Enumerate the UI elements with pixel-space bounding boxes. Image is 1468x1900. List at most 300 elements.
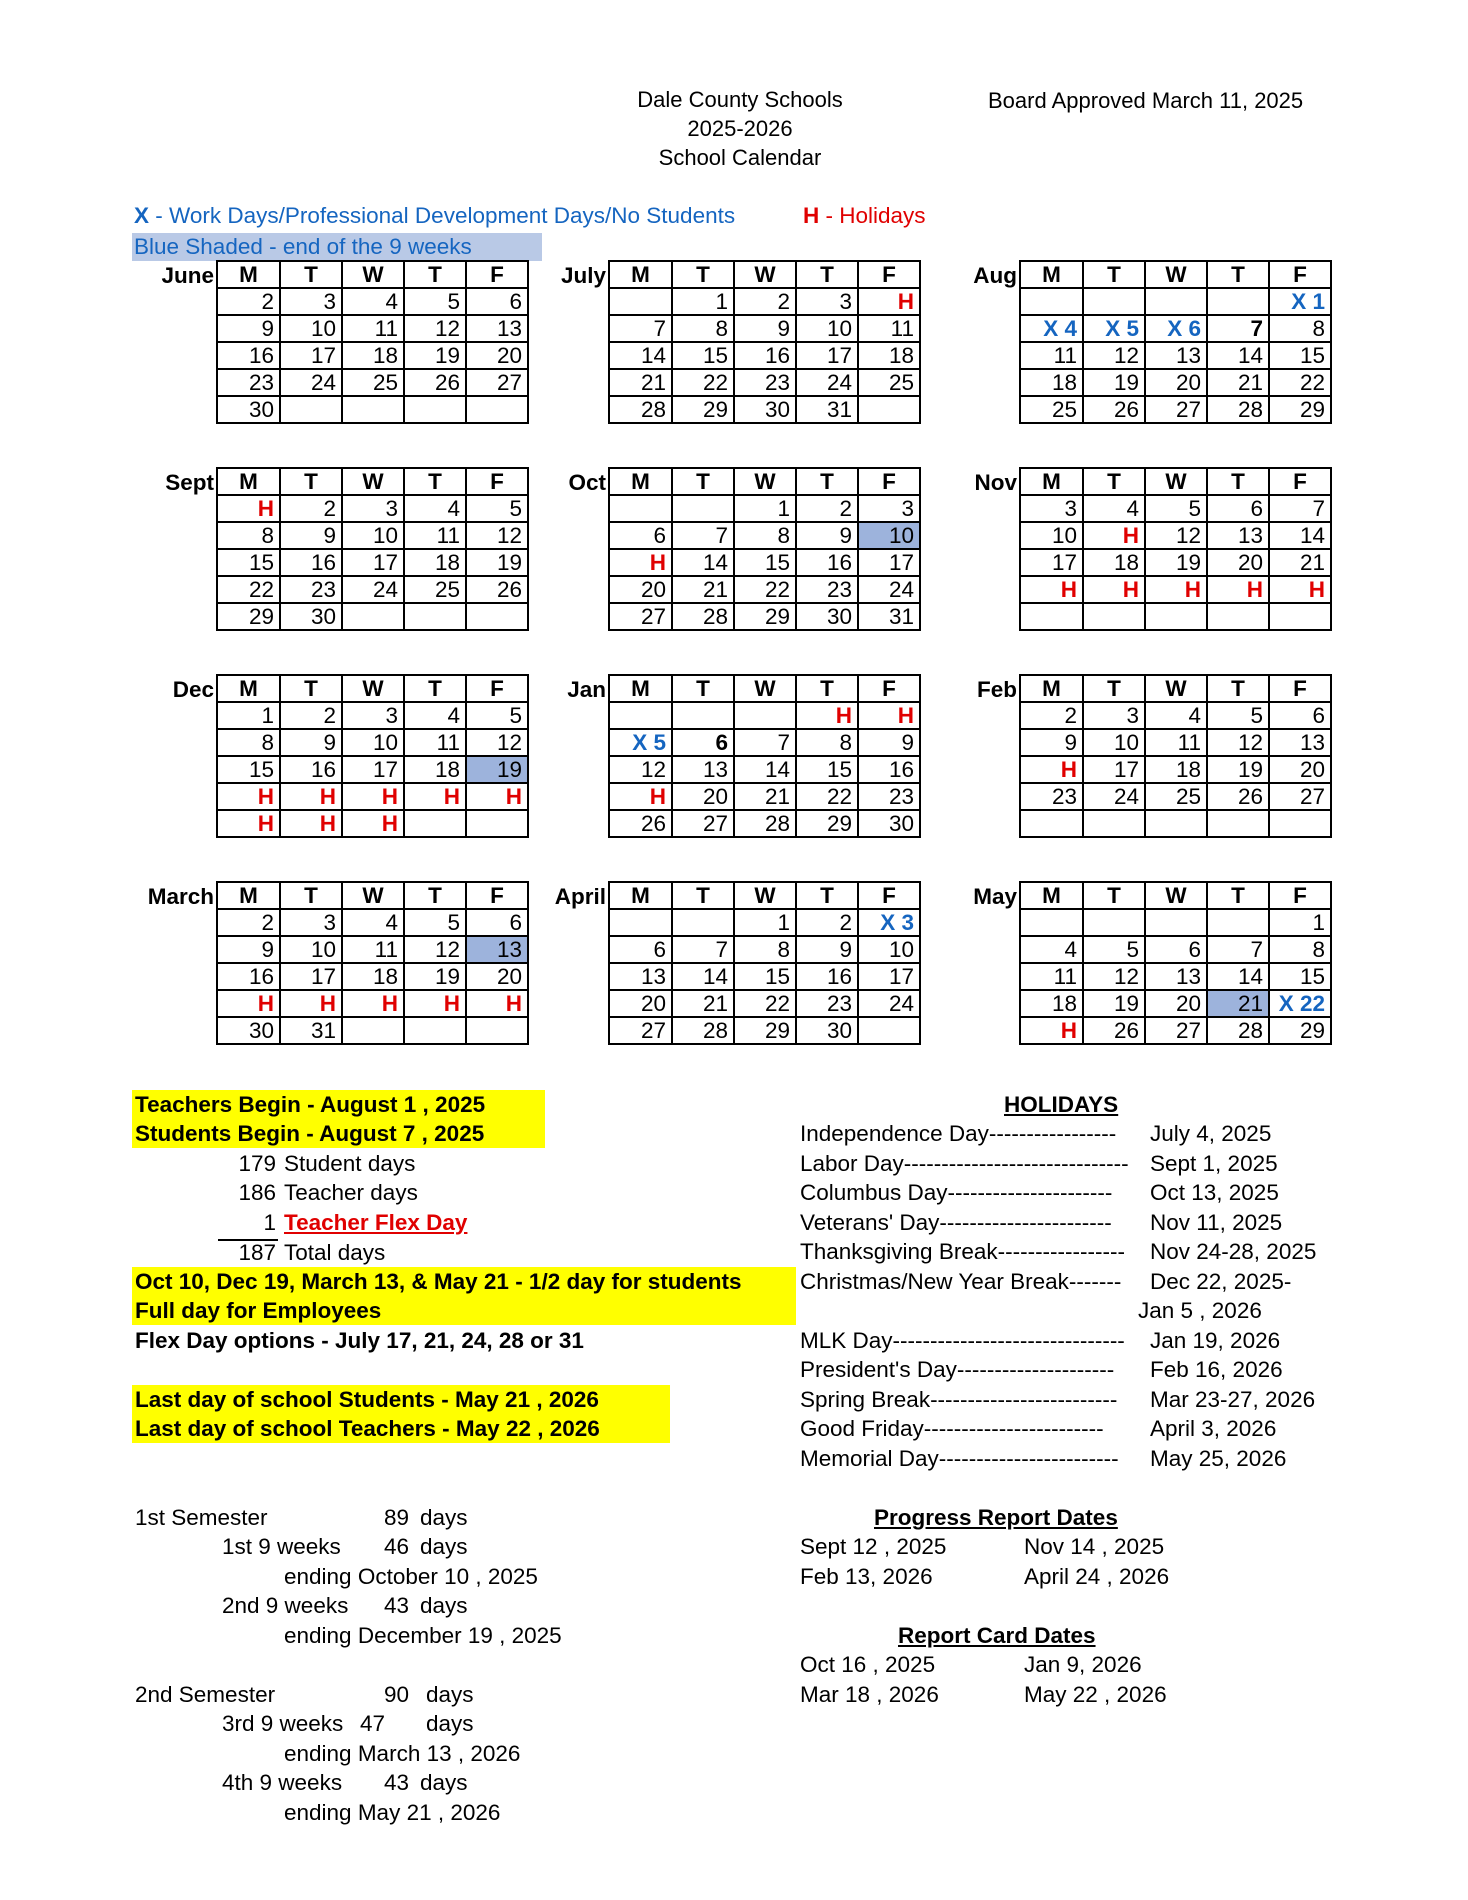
day-header: T	[1083, 675, 1145, 702]
day-cell: 21	[734, 783, 796, 810]
day-cell	[404, 603, 466, 630]
holiday-name: Labor Day------------------------------	[800, 1151, 1129, 1176]
day-header: T	[1207, 261, 1269, 288]
day-cell: H	[280, 990, 342, 1017]
day-cell: 27	[672, 810, 734, 837]
day-cell: H	[280, 783, 342, 810]
legend-h-key: H	[803, 203, 820, 228]
day-cell: 20	[1269, 756, 1331, 783]
day-cell: 8	[217, 729, 280, 756]
day-cell: 12	[466, 522, 528, 549]
day-cell: 9	[280, 522, 342, 549]
semester-1-days: 89	[384, 1505, 410, 1530]
day-cell	[1083, 603, 1145, 630]
nine-weeks-3-unit: days	[426, 1711, 474, 1736]
day-cell: 4	[342, 909, 404, 936]
day-cell: 14	[734, 756, 796, 783]
day-cell: 18	[342, 342, 404, 369]
day-cell: H	[1020, 1017, 1083, 1044]
holiday-date: Mar 23-27, 2026	[1150, 1387, 1316, 1412]
day-cell: 9	[796, 522, 858, 549]
day-cell: 31	[280, 1017, 342, 1044]
month-name: Sept	[165, 470, 214, 495]
day-cell: 14	[1269, 522, 1331, 549]
holiday-date: Nov 24-28, 2025	[1150, 1239, 1317, 1264]
day-cell	[404, 396, 466, 423]
day-cell: 14	[1207, 342, 1269, 369]
day-cell: 13	[466, 315, 528, 342]
legend-x-key: X	[134, 203, 150, 228]
day-cell	[466, 603, 528, 630]
holiday-name: MLK Day-------------------------------	[800, 1328, 1125, 1353]
day-cell: 10	[342, 522, 404, 549]
day-cell: 24	[342, 576, 404, 603]
day-cell: 23	[734, 369, 796, 396]
day-cell: H	[1145, 576, 1207, 603]
day-cell: 29	[1269, 396, 1331, 423]
day-cell: 16	[280, 756, 342, 783]
day-header: W	[1145, 675, 1207, 702]
day-header: T	[796, 675, 858, 702]
day-cell: 29	[796, 810, 858, 837]
day-header: T	[796, 468, 858, 495]
day-cell: 8	[734, 522, 796, 549]
day-cell: 19	[1207, 756, 1269, 783]
legend-h-text: - Holidays	[819, 203, 926, 228]
holiday-date: Nov 11, 2025	[1150, 1210, 1283, 1235]
nine-weeks-4-days: 43	[384, 1770, 410, 1795]
day-cell: 7	[1207, 315, 1269, 342]
semester-1-unit: days	[420, 1505, 468, 1530]
day-cell	[1083, 288, 1145, 315]
day-cell	[672, 909, 734, 936]
month-calendar	[216, 674, 529, 838]
day-cell: 29	[672, 396, 734, 423]
day-cell: 9	[217, 936, 280, 963]
day-cell: X 1	[1269, 288, 1331, 315]
day-cell: 5	[1207, 702, 1269, 729]
month-name: Nov	[974, 470, 1017, 495]
day-cell: 8	[1269, 936, 1331, 963]
day-cell	[280, 396, 342, 423]
day-cell: 24	[796, 369, 858, 396]
month-calendar	[216, 467, 529, 631]
day-cell	[466, 396, 528, 423]
day-cell: H	[858, 288, 920, 315]
day-cell: 4	[404, 495, 466, 522]
report-card-date: Oct 16 , 2025	[800, 1652, 936, 1677]
month-name: Dec	[172, 677, 214, 702]
day-cell: 22	[217, 576, 280, 603]
day-cell: 3	[796, 288, 858, 315]
day-cell: 12	[1083, 342, 1145, 369]
day-cell: 16	[796, 549, 858, 576]
day-cell: 18	[1020, 990, 1083, 1017]
day-header: T	[1207, 882, 1269, 909]
nine-weeks-1-label: 1st 9 weeks	[222, 1534, 341, 1559]
students-begin: Students Begin - August 7 , 2025	[132, 1119, 545, 1148]
day-cell: 3	[858, 495, 920, 522]
day-cell: 2	[280, 702, 342, 729]
day-cell: 10	[1020, 522, 1083, 549]
day-header: W	[1145, 468, 1207, 495]
day-cell: 20	[1207, 549, 1269, 576]
day-cell: 6	[466, 909, 528, 936]
day-header: T	[672, 675, 734, 702]
month-calendar	[1019, 881, 1332, 1045]
day-cell: 11	[858, 315, 920, 342]
day-header: T	[1207, 675, 1269, 702]
day-cell: 18	[1020, 369, 1083, 396]
day-cell: 9	[734, 315, 796, 342]
title-line-district: Dale County Schools	[637, 87, 843, 112]
day-cell: 14	[1207, 963, 1269, 990]
day-cell: H	[217, 810, 280, 837]
day-cell	[404, 1017, 466, 1044]
board-approved: Board Approved March 11, 2025	[988, 88, 1304, 113]
day-cell: 7	[609, 315, 672, 342]
holiday-name: President's Day---------------------	[800, 1357, 1115, 1382]
day-cell: 1	[672, 288, 734, 315]
day-cell: 23	[280, 576, 342, 603]
day-cell	[858, 1017, 920, 1044]
day-cell: 27	[466, 369, 528, 396]
title-line-year: 2025-2026	[687, 116, 793, 141]
day-header: F	[466, 882, 528, 909]
day-cell: 22	[1269, 369, 1331, 396]
day-cell	[1207, 603, 1269, 630]
day-cell: 15	[217, 549, 280, 576]
day-cell: 16	[217, 963, 280, 990]
day-cell: X 6	[1145, 315, 1207, 342]
holiday-name: Good Friday------------------------	[800, 1416, 1104, 1441]
day-cell: 14	[672, 549, 734, 576]
day-cell: 25	[1145, 783, 1207, 810]
day-cell: 16	[734, 342, 796, 369]
day-cell: H	[1269, 576, 1331, 603]
month-calendar	[608, 881, 921, 1045]
day-cell: 29	[734, 1017, 796, 1044]
day-header: T	[1207, 468, 1269, 495]
day-cell: 13	[1207, 522, 1269, 549]
day-cell: 23	[858, 783, 920, 810]
day-cell: 2	[217, 909, 280, 936]
day-cell: 23	[796, 990, 858, 1017]
half-day-note: Oct 10, Dec 19, March 13, & May 21 - 1/2 day for students	[132, 1267, 796, 1296]
day-cell: 11	[1145, 729, 1207, 756]
nine-weeks-3-days: 47	[360, 1711, 386, 1736]
day-cell: 12	[1207, 729, 1269, 756]
day-cell: 31	[796, 396, 858, 423]
day-header: M	[1020, 468, 1083, 495]
day-cell: 8	[217, 522, 280, 549]
day-header: W	[1145, 261, 1207, 288]
day-cell: H	[796, 702, 858, 729]
day-cell: H	[217, 990, 280, 1017]
day-cell: 6	[609, 936, 672, 963]
day-cell: 5	[1145, 495, 1207, 522]
day-cell: 23	[796, 576, 858, 603]
total-days-label: Total days	[284, 1240, 386, 1265]
holiday-name: Veterans' Day-----------------------	[800, 1210, 1112, 1235]
day-cell: 27	[1145, 396, 1207, 423]
day-cell: 19	[404, 342, 466, 369]
day-cell: 10	[280, 315, 342, 342]
day-header: F	[466, 468, 528, 495]
report-card-date: Jan 9, 2026	[1024, 1652, 1142, 1677]
day-header: F	[1269, 468, 1331, 495]
nine-weeks-4-label: 4th 9 weeks	[222, 1770, 343, 1795]
day-cell: 6	[672, 729, 734, 756]
day-cell: 10	[858, 522, 920, 549]
day-header: M	[609, 882, 672, 909]
day-cell: 24	[280, 369, 342, 396]
holiday-date: Sept 1, 2025	[1150, 1151, 1278, 1176]
nine-weeks-2-label: 2nd 9 weeks	[222, 1593, 349, 1618]
day-cell	[466, 810, 528, 837]
holiday-name: Christmas/New Year Break-------	[800, 1269, 1122, 1294]
day-cell: 6	[1145, 936, 1207, 963]
semester-1-label: 1st Semester	[135, 1505, 268, 1530]
semester-2-unit: days	[426, 1682, 474, 1707]
day-cell: 3	[1083, 702, 1145, 729]
day-cell: 7	[1207, 936, 1269, 963]
day-cell: 4	[1083, 495, 1145, 522]
day-cell: 25	[1020, 396, 1083, 423]
day-cell: 8	[734, 936, 796, 963]
progress-date: Feb 13, 2026	[800, 1564, 933, 1589]
day-cell: 1	[734, 909, 796, 936]
day-cell: 11	[1020, 963, 1083, 990]
day-cell: 13	[609, 963, 672, 990]
day-cell: 9	[280, 729, 342, 756]
day-cell: 10	[280, 936, 342, 963]
title-line-calendar: School Calendar	[658, 145, 822, 170]
day-cell: 16	[280, 549, 342, 576]
day-cell: 9	[796, 936, 858, 963]
day-header: M	[217, 468, 280, 495]
nine-weeks-1-end: ending October 10 , 2025	[284, 1564, 538, 1589]
day-cell: H	[404, 783, 466, 810]
holiday-name: Independence Day-----------------	[800, 1121, 1117, 1146]
holiday-date: Oct 13, 2025	[1150, 1180, 1279, 1205]
month-name: Aug	[973, 263, 1017, 288]
day-cell: 2	[796, 495, 858, 522]
day-cell: 28	[672, 603, 734, 630]
holiday-date: Jan 5 , 2026	[1138, 1298, 1262, 1323]
day-header: T	[1083, 882, 1145, 909]
day-cell: H	[1020, 576, 1083, 603]
school-title	[600, 85, 880, 172]
day-cell: 12	[609, 756, 672, 783]
month-name: March	[147, 884, 214, 909]
month-calendar	[216, 881, 529, 1045]
day-cell: 26	[404, 369, 466, 396]
day-cell: 3	[1020, 495, 1083, 522]
day-header: F	[1269, 675, 1331, 702]
legend-x-text: - Work Days/Professional Development Days/No Students	[149, 203, 736, 228]
day-cell: 6	[1269, 702, 1331, 729]
day-cell: 25	[404, 576, 466, 603]
holiday-date: Feb 16, 2026	[1150, 1357, 1283, 1382]
day-cell: 26	[609, 810, 672, 837]
day-cell: 30	[796, 1017, 858, 1044]
day-cell: 30	[217, 1017, 280, 1044]
holiday-name: Spring Break-------------------------	[800, 1387, 1118, 1412]
day-cell: 11	[404, 522, 466, 549]
day-cell: H	[342, 990, 404, 1017]
flex-day-label: Teacher Flex Day	[284, 1210, 468, 1235]
teacher-days-count: 186	[238, 1180, 276, 1205]
day-cell: 14	[672, 963, 734, 990]
month-name: Oct	[568, 470, 606, 495]
day-cell: 4	[342, 288, 404, 315]
day-cell: 19	[1083, 990, 1145, 1017]
day-cell: 18	[404, 549, 466, 576]
day-cell: H	[466, 990, 528, 1017]
day-header: M	[217, 261, 280, 288]
day-header: T	[404, 675, 466, 702]
day-cell: 30	[796, 603, 858, 630]
progress-date: Sept 12 , 2025	[800, 1534, 947, 1559]
nine-weeks-4-unit: days	[420, 1770, 468, 1795]
day-cell	[858, 396, 920, 423]
month-name: May	[973, 884, 1017, 909]
day-cell: 28	[609, 396, 672, 423]
progress-date: April 24 , 2026	[1024, 1564, 1170, 1589]
day-cell: H	[342, 783, 404, 810]
day-header: W	[342, 261, 404, 288]
day-cell	[672, 702, 734, 729]
day-cell	[342, 603, 404, 630]
day-cell: 26	[1083, 1017, 1145, 1044]
legend-shaded: Blue Shaded - end of the 9 weeks	[132, 233, 542, 261]
day-cell: 15	[796, 756, 858, 783]
day-header: W	[734, 468, 796, 495]
day-cell: H	[1083, 522, 1145, 549]
day-cell: 5	[466, 495, 528, 522]
day-header: M	[609, 675, 672, 702]
day-cell: 3	[280, 288, 342, 315]
nine-weeks-2-unit: days	[420, 1593, 468, 1618]
day-cell: 24	[858, 576, 920, 603]
day-cell	[672, 495, 734, 522]
month-name: April	[554, 884, 606, 909]
nine-weeks-1-days: 46	[384, 1534, 410, 1559]
day-cell: 2	[734, 288, 796, 315]
day-cell: H	[404, 990, 466, 1017]
day-cell: H	[217, 783, 280, 810]
day-cell: 30	[217, 396, 280, 423]
day-cell: 29	[734, 603, 796, 630]
day-cell: 13	[672, 756, 734, 783]
day-cell: H	[1207, 576, 1269, 603]
day-cell: 7	[672, 522, 734, 549]
semester-2-label: 2nd Semester	[135, 1682, 276, 1707]
legend-work-days	[134, 203, 735, 229]
day-cell: 19	[466, 756, 528, 783]
day-cell: 27	[609, 603, 672, 630]
day-header: T	[1083, 261, 1145, 288]
nine-weeks-2-end: ending December 19 , 2025	[284, 1623, 562, 1648]
day-cell	[1207, 810, 1269, 837]
day-cell: 21	[609, 369, 672, 396]
day-cell: H	[858, 702, 920, 729]
day-cell: 18	[1083, 549, 1145, 576]
day-cell: 10	[858, 936, 920, 963]
day-cell: 17	[858, 963, 920, 990]
day-header: M	[1020, 675, 1083, 702]
flex-day-options: Flex Day options - July 17, 21, 24, 28 or 31	[135, 1328, 584, 1353]
day-cell: 17	[1083, 756, 1145, 783]
day-cell: 1	[1269, 909, 1331, 936]
day-header: T	[672, 261, 734, 288]
holiday-date: July 4, 2025	[1150, 1121, 1272, 1146]
day-cell: 27	[1145, 1017, 1207, 1044]
day-cell: 5	[1083, 936, 1145, 963]
day-cell: 20	[466, 963, 528, 990]
day-cell	[342, 396, 404, 423]
day-header: M	[609, 261, 672, 288]
day-header: M	[609, 468, 672, 495]
day-cell: 12	[1083, 963, 1145, 990]
day-cell: 12	[466, 729, 528, 756]
day-cell: 13	[1145, 963, 1207, 990]
holiday-name: Thanksgiving Break-----------------	[800, 1239, 1125, 1264]
day-cell: 12	[404, 936, 466, 963]
day-header: T	[280, 882, 342, 909]
day-cell: 21	[672, 990, 734, 1017]
day-cell: 4	[1020, 936, 1083, 963]
holiday-date: May 25, 2026	[1150, 1446, 1287, 1471]
day-cell: 22	[796, 783, 858, 810]
semester-2-days: 90	[384, 1682, 410, 1707]
day-cell: 27	[1269, 783, 1331, 810]
day-cell	[1145, 288, 1207, 315]
day-cell: 23	[217, 369, 280, 396]
day-cell: 12	[1145, 522, 1207, 549]
day-cell: 25	[342, 369, 404, 396]
day-cell	[1145, 810, 1207, 837]
day-cell: 14	[609, 342, 672, 369]
day-cell: 7	[734, 729, 796, 756]
day-cell: 7	[672, 936, 734, 963]
day-cell: 28	[734, 810, 796, 837]
student-days-label: Student days	[284, 1151, 416, 1176]
day-cell: 15	[217, 756, 280, 783]
nine-weeks-4-end: ending May 21 , 2026	[284, 1800, 501, 1825]
day-cell	[1020, 909, 1083, 936]
day-cell: 11	[342, 315, 404, 342]
day-cell: 30	[734, 396, 796, 423]
day-cell: 27	[609, 1017, 672, 1044]
day-cell: 8	[672, 315, 734, 342]
day-cell: 10	[1083, 729, 1145, 756]
day-cell: H	[217, 495, 280, 522]
day-cell	[1269, 810, 1331, 837]
day-cell: H	[1020, 756, 1083, 783]
day-header: T	[796, 261, 858, 288]
day-cell: 2	[217, 288, 280, 315]
day-cell	[1083, 810, 1145, 837]
holiday-name: Columbus Day----------------------	[800, 1180, 1113, 1205]
day-cell: 10	[796, 315, 858, 342]
day-cell	[342, 1017, 404, 1044]
progress-date: Nov 14 , 2025	[1024, 1534, 1165, 1559]
day-cell: 22	[672, 369, 734, 396]
day-cell: 4	[404, 702, 466, 729]
day-header: F	[466, 675, 528, 702]
